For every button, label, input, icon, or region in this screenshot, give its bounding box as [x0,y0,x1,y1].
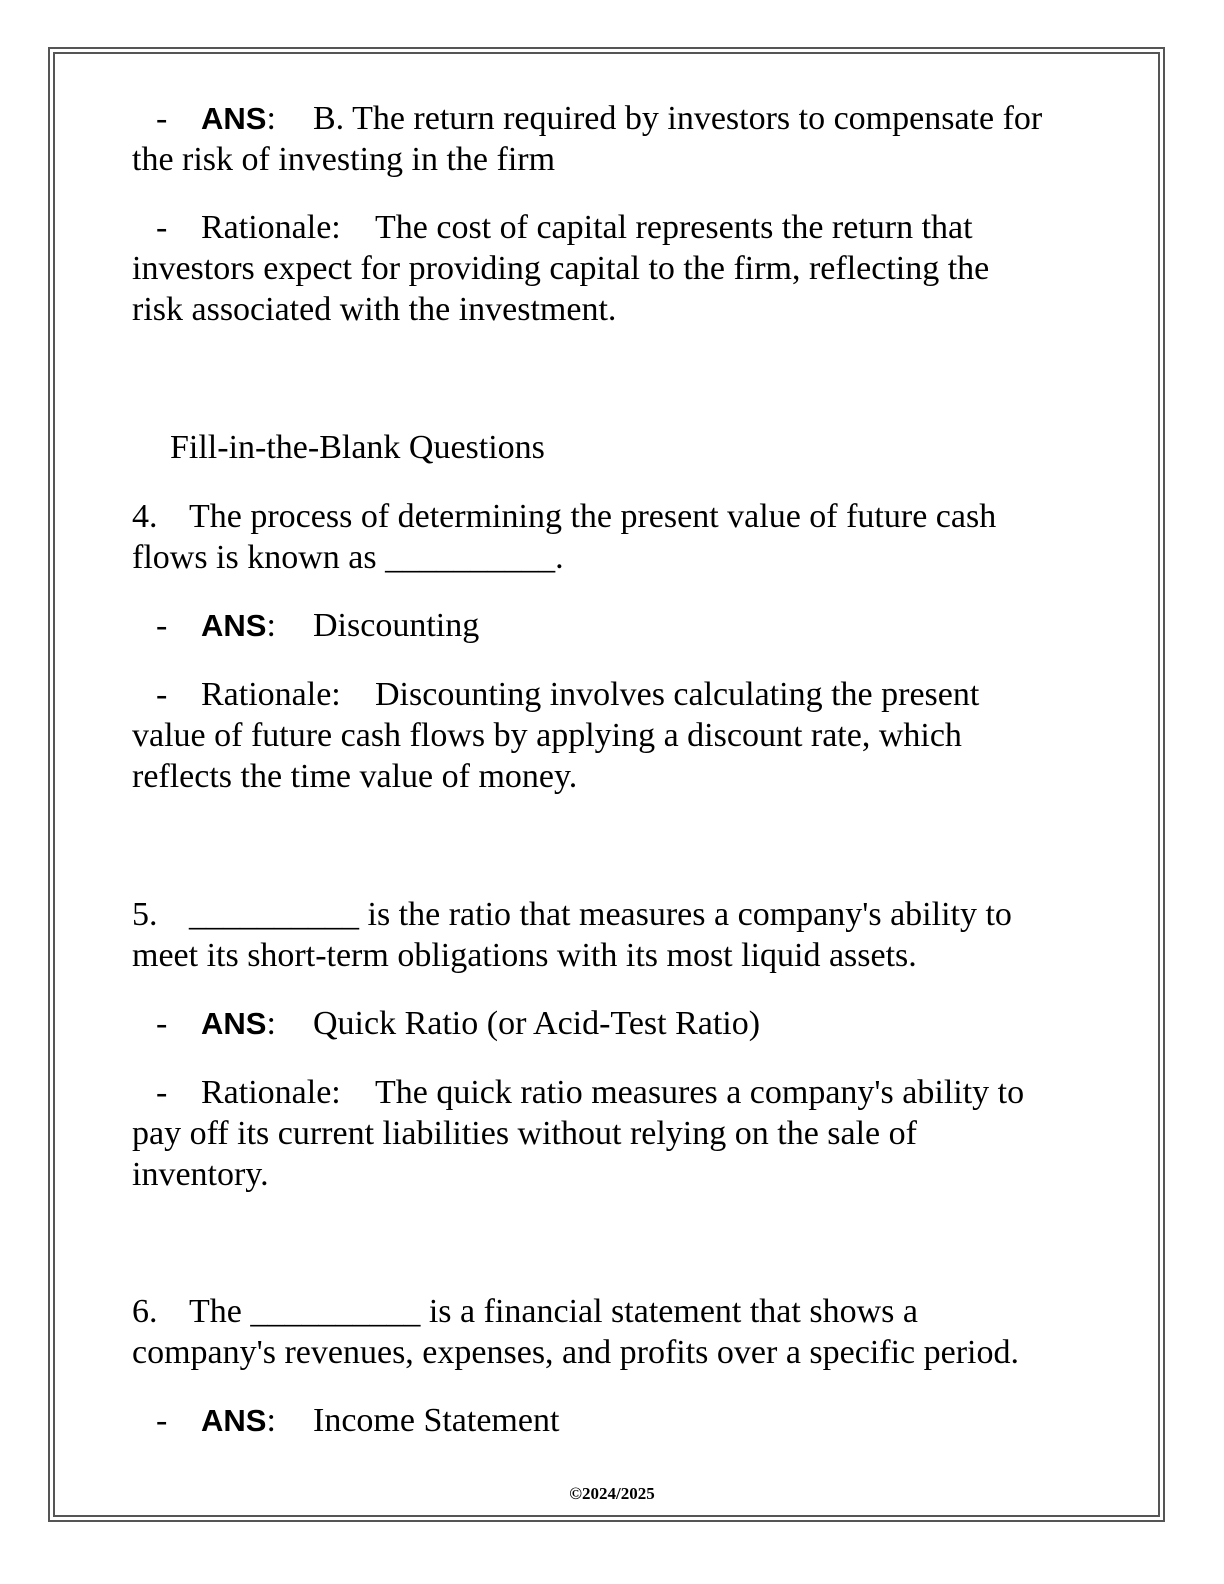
question-number: 5. [132,896,158,933]
bullet-dash: - [156,676,168,713]
bullet-dash: - [156,1005,168,1042]
question-text-line: The __________ is a financial statement that shows a [189,1293,918,1330]
rationale-text-line: The cost of capital represents the return that [375,209,973,246]
rationale-label: Rationale: [201,1074,341,1111]
answer-text-line: B. The return required by investors to compensate for [313,100,1043,137]
answer-text: Discounting [313,607,480,644]
rationale-text-line: reflects the time value of money. [132,758,578,795]
bullet-dash: - [156,1402,168,1439]
question-text-line: company's revenues, expenses, and profits over a specific period. [132,1334,1019,1371]
bullet-dash: - [156,209,168,246]
answer-label: ANS: [201,1402,276,1439]
rationale-text-line: pay off its current liabilities without relying on the sale of [132,1115,917,1152]
question-number: 6. [132,1293,158,1330]
bullet-dash: - [156,607,168,644]
question-text-line: meet its short-term obligations with its most liquid assets. [132,937,917,974]
copyright-footer: ©2024/2025 [569,1484,655,1503]
rationale-text-line: Discounting involves calculating the present [375,676,980,713]
answer-label: ANS: [201,1005,276,1042]
rationale-label: Rationale: [201,209,341,246]
answer-label: ANS: [201,607,276,644]
rationale-text-line: inventory. [132,1156,269,1193]
rationale-text-line: value of future cash flows by applying a discount rate, which [132,717,962,754]
rationale-text-line: The quick ratio measures a company's ability to [375,1074,1025,1111]
bullet-dash: - [156,1074,168,1111]
rationale-text-line: risk associated with the investment. [132,291,617,328]
question-text-line: __________ is the ratio that measures a company's ability to [189,896,1012,933]
answer-text: Income Statement [313,1402,560,1439]
question-number: 4. [132,498,158,535]
question-text-line: The process of determining the present value of future cash [189,498,997,535]
answer-text: Quick Ratio (or Acid-Test Ratio) [313,1005,761,1042]
question-text-line: flows is known as __________. [132,539,564,576]
answer-text-line: the risk of investing in the firm [132,141,556,178]
bullet-dash: - [156,100,168,137]
rationale-label: Rationale: [201,676,341,713]
section-heading: Fill-in-the-Blank Questions [170,429,545,466]
rationale-text-line: investors expect for providing capital to the firm, reflecting the [132,250,990,287]
answer-label: ANS: [201,100,276,137]
